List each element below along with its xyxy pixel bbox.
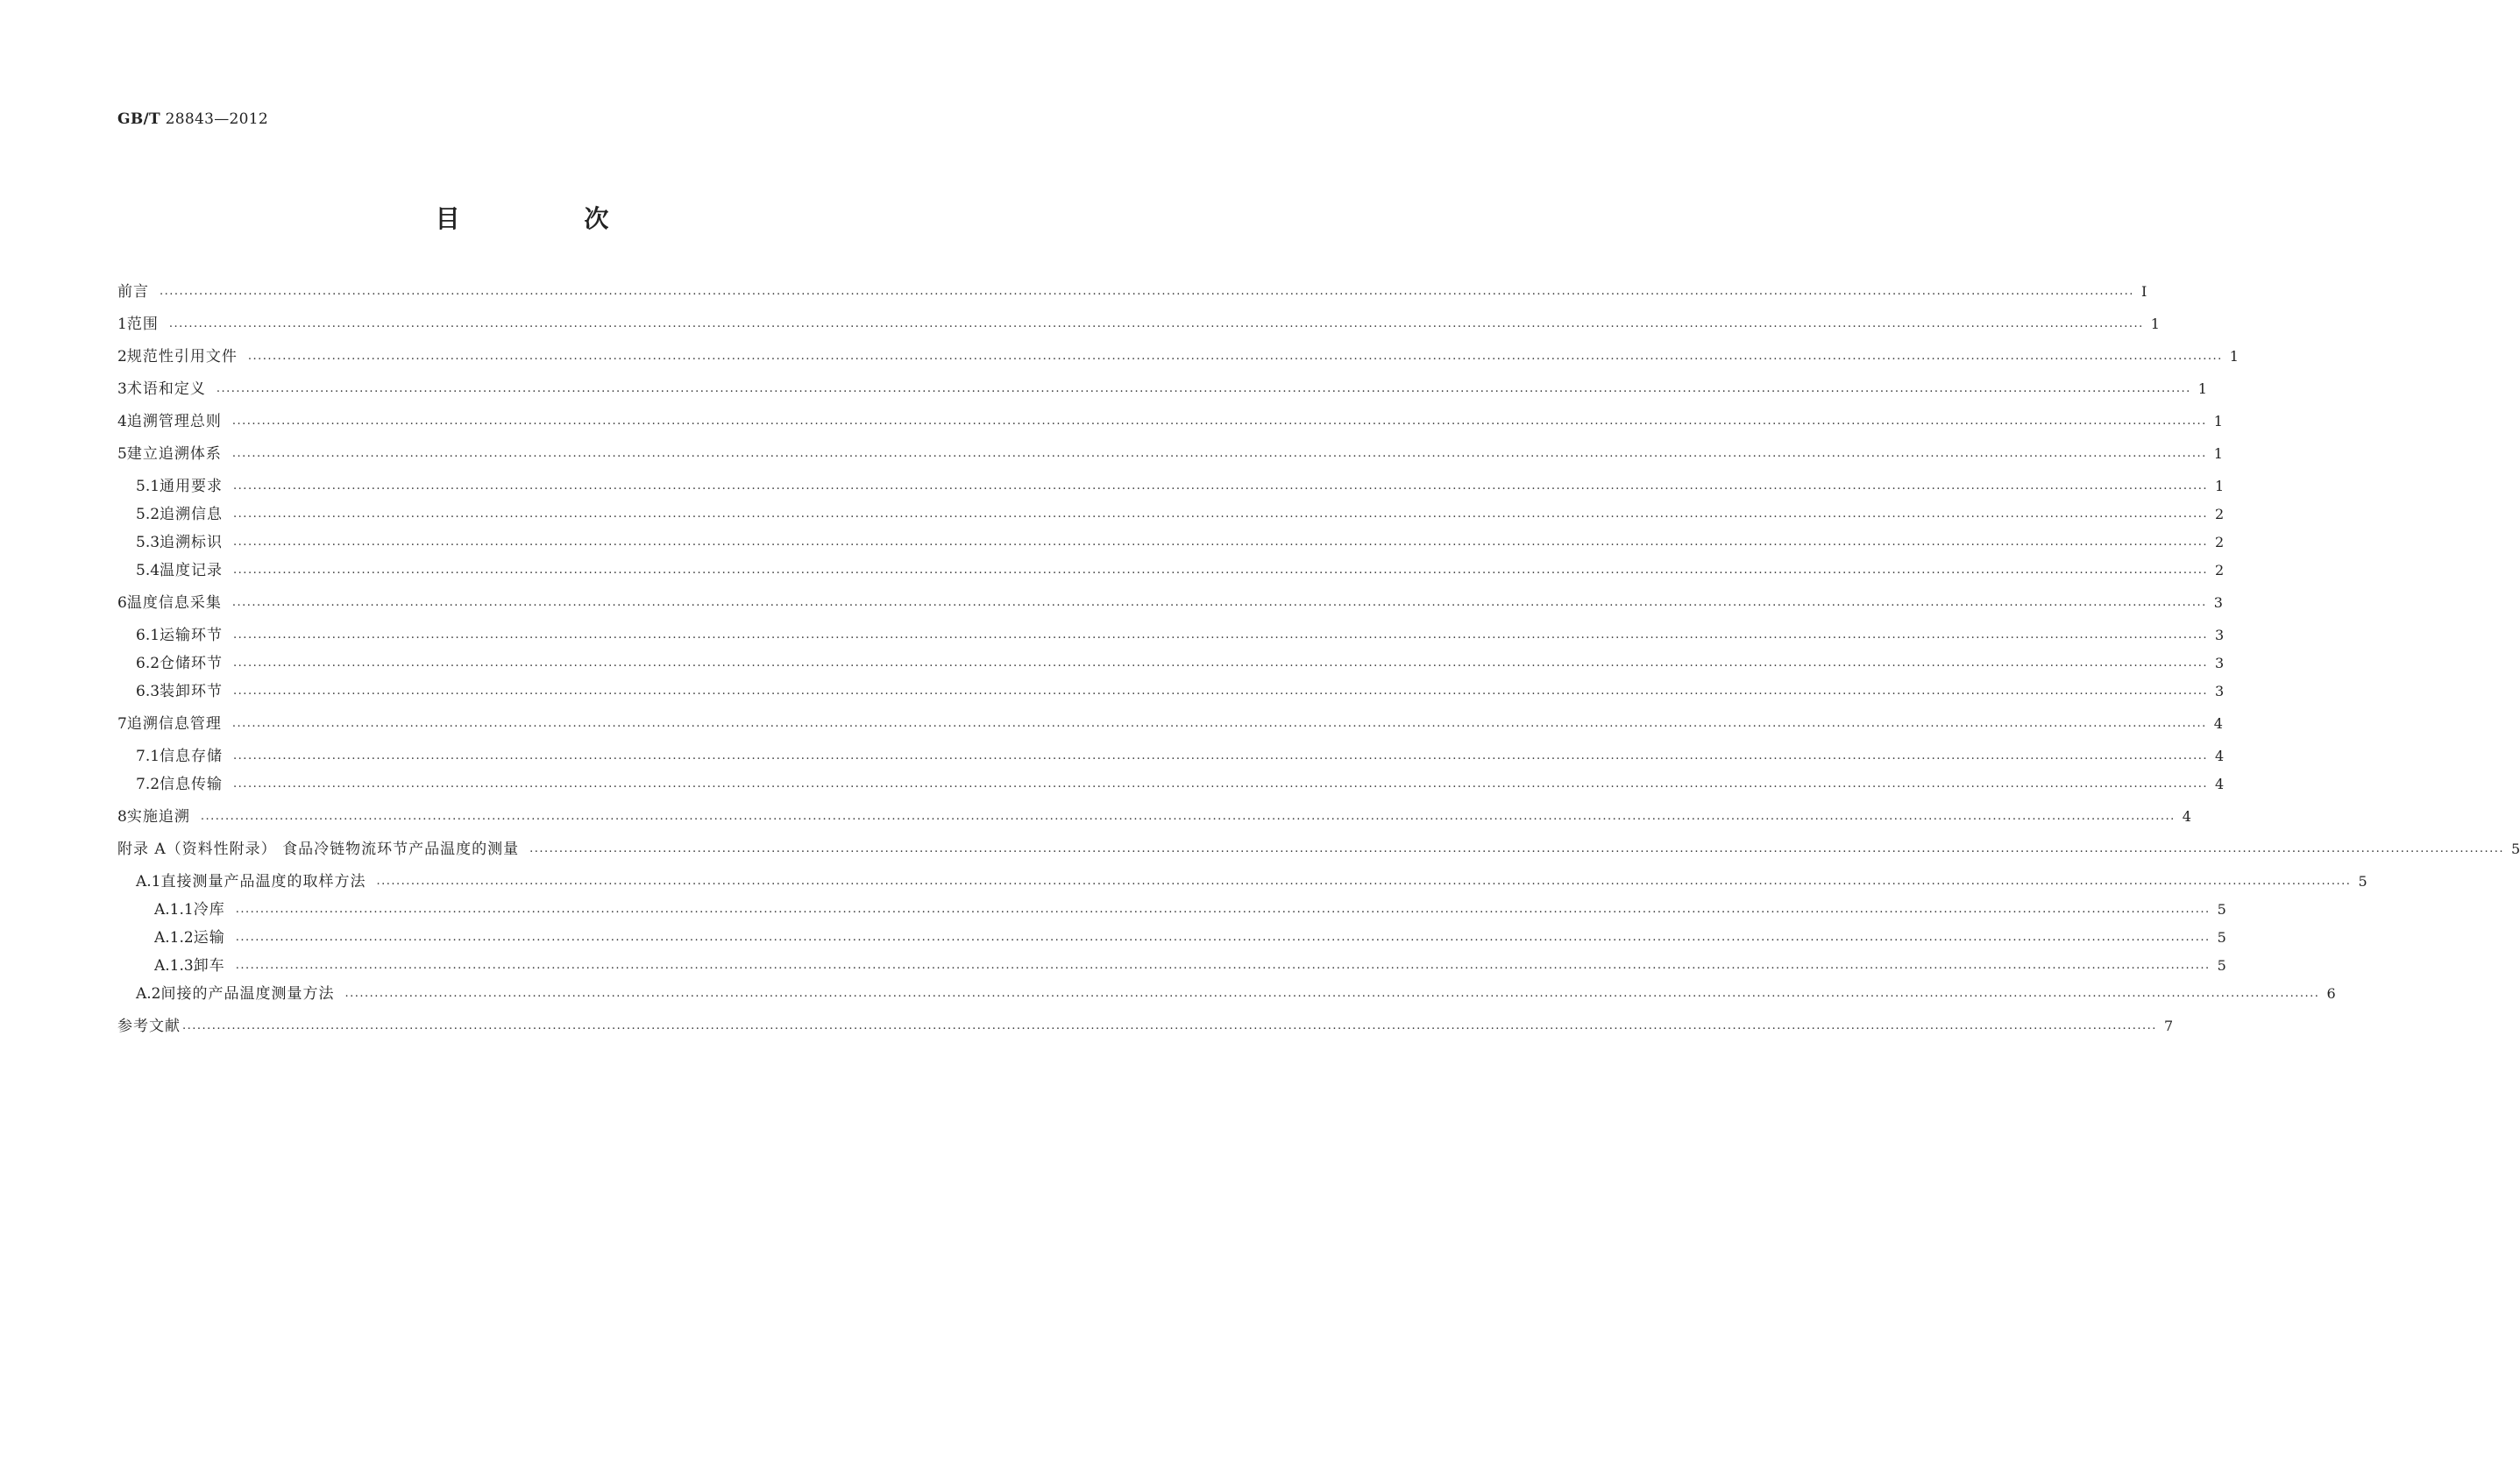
toc-entry-number: 6	[117, 594, 127, 612]
toc-entry[interactable]	[136, 531, 2225, 554]
toc-entry-label: 参考文献	[117, 1018, 181, 1035]
toc-leader-dots: ................................................................................................................................................................................................................................................................................................................................................................................................................	[233, 564, 2208, 577]
toc-entry-number: 7.2	[136, 776, 160, 793]
toc-entry-page: 5	[2358, 873, 2367, 890]
toc-leader-dots: ................................................................................................................................................................................................................................................................................................................................................................................................................	[231, 447, 2207, 460]
toc-entry-page: 1	[2214, 478, 2225, 494]
toc-entry-page: 4	[2213, 715, 2223, 732]
toc-entry-number: 6.3	[136, 683, 160, 700]
toc-entry-number: A.1	[136, 873, 161, 891]
toc-entry[interactable]	[117, 838, 2520, 861]
toc-entry-label: 追溯信息管理	[126, 715, 222, 733]
toc-entry-page: 5	[2217, 901, 2226, 918]
toc-entry-page: 1	[2229, 348, 2239, 365]
toc-entry-label: 信息传输	[160, 776, 224, 793]
toc-entry-number: 5	[117, 445, 127, 463]
toc-leader-dots: ................................................................................................................................................................................................................................................................................................................................................................................................................	[235, 903, 2211, 916]
toc-leader-dots: ................................................................................................................................................................................................................................................................................................................................................................................................................	[376, 875, 2352, 888]
toc-entry-number: 5.1	[136, 478, 160, 495]
toc-entry-number: A.1.3	[154, 957, 194, 975]
toc-entry[interactable]	[117, 1015, 2174, 1038]
toc-leader-dots: ................................................................................................................................................................................................................................................................................................................................................................................................................	[160, 285, 2134, 298]
toc-entry-page: 5	[2217, 929, 2226, 946]
toc-entry-page: 1	[2150, 316, 2160, 332]
toc-leader-dots: ................................................................................................................................................................................................................................................................................................................................................................................................................	[200, 810, 2176, 823]
toc-entry-number: A.1.2	[154, 929, 194, 947]
toc-entry[interactable]	[136, 652, 2225, 675]
toc-leader-dots: ................................................................................................................................................................................................................................................................................................................................................................................................................	[235, 931, 2211, 944]
toc-entry-page: 7	[2163, 1018, 2174, 1034]
toc-entry-label: 信息存储	[160, 748, 224, 765]
toc-entry[interactable]	[117, 713, 2223, 735]
toc-leader-dots: ................................................................................................................................................................................................................................................................................................................................................................................................................	[247, 350, 2223, 363]
toc-entry[interactable]	[136, 745, 2225, 768]
toc-leader-dots: ................................................................................................................................................................................................................................................................................................................................................................................................................	[231, 717, 2207, 730]
toc-entry-label: 直接测量产品温度的取样方法	[160, 873, 366, 891]
toc-entry-page: 3	[2214, 627, 2225, 643]
toc-entry-label: 温度信息采集	[126, 594, 222, 612]
toc-entry[interactable]	[136, 624, 2225, 647]
toc-leader-dots: ................................................................................................................................................................................................................................................................................................................................................................................................................	[231, 415, 2207, 428]
toc-entry-number: 2	[117, 348, 127, 365]
toc-title: 目 次	[435, 204, 667, 233]
toc-entry-page: 5	[2217, 957, 2226, 974]
standard-code-prefix: GB/T	[117, 110, 160, 128]
toc-entry-label: 附录 A（资料性附录） 食品冷链物流环节产品温度的测量	[117, 841, 520, 858]
toc-entry-number: A.1.1	[154, 901, 194, 919]
toc-entry-number: A.2	[136, 985, 161, 1003]
toc-entry-label: 装卸环节	[160, 683, 224, 700]
toc-entry-number: 5.4	[136, 562, 160, 579]
toc-entry[interactable]	[117, 378, 2207, 401]
toc-entry-label: 建立追溯体系	[126, 445, 222, 463]
toc-entry-number: 1	[117, 316, 127, 333]
toc-leader-dots: ................................................................................................................................................................................................................................................................................................................................................................................................................	[233, 507, 2208, 521]
toc-leader-dots: ................................................................................................................................................................................................................................................................................................................................................................................................................	[233, 536, 2208, 549]
toc-entry[interactable]	[136, 680, 2225, 703]
toc-entry-number: 7.1	[136, 748, 160, 765]
toc-entry-label: 仓储环节	[160, 655, 224, 672]
toc-leader-dots: ................................................................................................................................................................................................................................................................................................................................................................................................................	[231, 596, 2207, 609]
toc-entry-page: 2	[2214, 506, 2225, 522]
toc-entry[interactable]	[117, 443, 2223, 465]
toc-entry-number: 6.1	[136, 627, 160, 644]
toc-entry-page: 4	[2182, 808, 2191, 825]
toc-entry-page: 4	[2214, 748, 2225, 764]
toc-entry-page: 4	[2214, 776, 2225, 792]
toc-entry[interactable]	[117, 592, 2223, 614]
toc-entry[interactable]	[136, 475, 2225, 498]
toc-entry-label: 规范性引用文件	[126, 348, 238, 365]
toc-entry[interactable]	[136, 983, 2336, 1005]
toc-entry-page: 3	[2214, 655, 2225, 671]
toc-entry[interactable]	[136, 559, 2225, 582]
toc-leader-dots: ................................................................................................................................................................................................................................................................................................................................................................................................................	[344, 987, 2320, 1000]
toc-leader-dots: ................................................................................................................................................................................................................................................................................................................................................................................................................	[233, 628, 2208, 642]
toc-entry-label: 运输	[193, 929, 225, 947]
toc-entry[interactable]	[117, 410, 2223, 433]
toc-entry-number: 5.2	[136, 506, 160, 523]
toc-entry-label: 卸车	[193, 957, 225, 975]
toc-entry[interactable]	[136, 503, 2225, 526]
standard-code-number: 28843—2012	[165, 110, 269, 128]
toc-entry-label: 冷库	[193, 901, 225, 919]
toc-entry[interactable]	[117, 313, 2160, 336]
toc-entry-page: 2	[2214, 534, 2225, 550]
toc-leader-dots: ................................................................................................................................................................................................................................................................................................................................................................................................................	[529, 842, 2505, 855]
toc-entry-page: 2	[2214, 562, 2225, 578]
toc-leader-dots: ................................................................................................................................................................................................................................................................................................................................................................................................................	[233, 656, 2208, 670]
toc-leader-dots: ................................................................................................................................................................................................................................................................................................................................................................................................................	[235, 959, 2211, 972]
toc-entry-number: 5.3	[136, 534, 160, 551]
toc-entry-label: 追溯信息	[160, 506, 224, 523]
toc-entry-number: 3	[117, 380, 127, 398]
toc-entry[interactable]	[136, 773, 2225, 796]
toc-entry-number: 4	[117, 413, 127, 430]
toc-leader-dots: ................................................................................................................................................................................................................................................................................................................................................................................................................	[233, 777, 2208, 791]
toc-entry-number: 8	[117, 808, 127, 826]
toc-entry-label: 前言	[117, 283, 149, 301]
toc-entry-label: 范围	[126, 316, 159, 333]
toc-entry[interactable]	[136, 870, 2367, 893]
toc-entry-page: 6	[2326, 985, 2336, 1002]
toc-entry[interactable]	[154, 954, 2226, 977]
toc-entry-number: 7	[117, 715, 127, 733]
toc-entry-page: Ⅰ	[2140, 283, 2147, 300]
toc-entry-label: 追溯管理总则	[126, 413, 222, 430]
toc-leader-dots: ................................................................................................................................................................................................................................................................................................................................................................................................................	[182, 1019, 2157, 1032]
toc-leader-dots: ................................................................................................................................................................................................................................................................................................................................................................................................................	[233, 479, 2208, 493]
toc-entry[interactable]	[154, 926, 2226, 949]
toc-entry[interactable]	[117, 345, 2239, 368]
toc-entry-page: 3	[2213, 594, 2223, 611]
toc-entry-number: 6.2	[136, 655, 160, 672]
toc-entry[interactable]	[117, 805, 2191, 828]
toc-entry-label: 运输环节	[160, 627, 224, 644]
toc-entry[interactable]	[154, 898, 2226, 921]
toc-entry-page: 3	[2214, 683, 2225, 699]
toc-leader-dots: ................................................................................................................................................................................................................................................................................................................................................................................................................	[168, 317, 2144, 330]
toc-entry-page: 1	[2197, 380, 2207, 397]
toc-entry[interactable]	[117, 280, 2147, 303]
toc-leader-dots: ................................................................................................................................................................................................................................................................................................................................................................................................................	[233, 749, 2208, 763]
toc-entry-label: 追溯标识	[160, 534, 224, 551]
toc-entry-label: 术语和定义	[126, 380, 206, 398]
toc-leader-dots: ................................................................................................................................................................................................................................................................................................................................................................................................................	[233, 685, 2208, 698]
toc-entry-label: 间接的产品温度测量方法	[160, 985, 335, 1003]
toc-entry-label: 温度记录	[160, 562, 224, 579]
toc-entry-page: 1	[2213, 445, 2223, 462]
toc-entry-page: 5	[2511, 841, 2520, 857]
toc-leader-dots: ................................................................................................................................................................................................................................................................................................................................................................................................................	[216, 382, 2191, 395]
toc-entry-label: 通用要求	[160, 478, 224, 495]
toc-entry-page: 1	[2213, 413, 2223, 429]
toc-entry-label: 实施追溯	[126, 808, 190, 826]
